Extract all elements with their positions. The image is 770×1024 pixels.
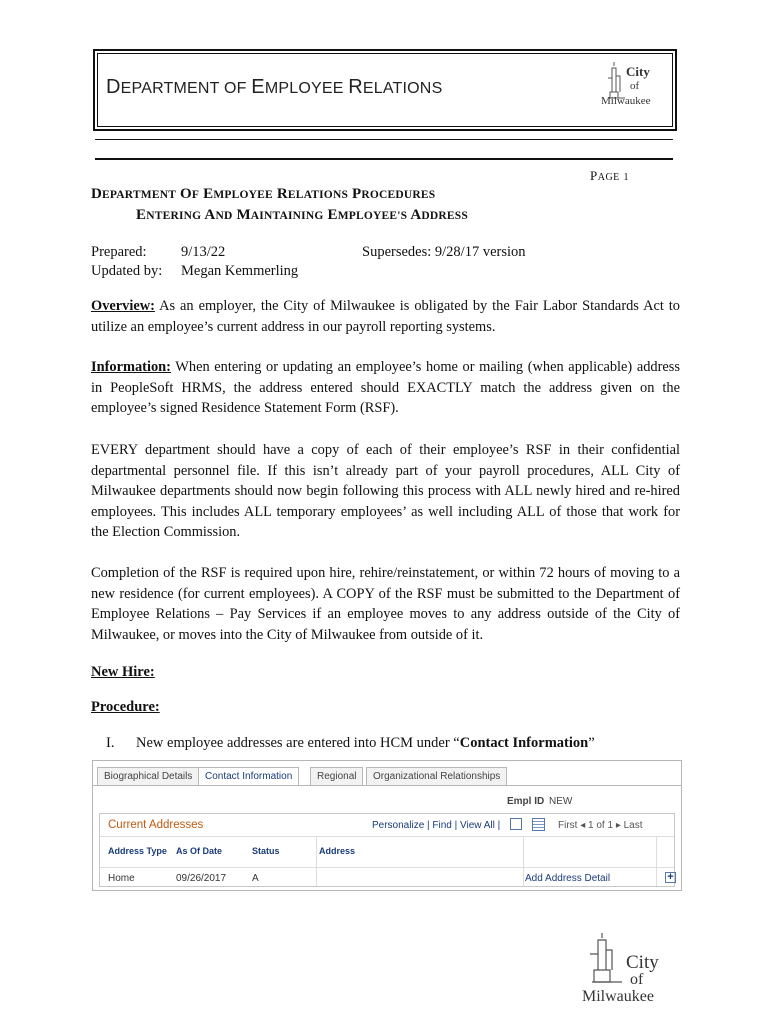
col-address-type: Address Type bbox=[108, 846, 167, 856]
logo-line-milwaukee: Milwaukee bbox=[601, 95, 651, 107]
hcm-screenshot bbox=[92, 760, 682, 891]
add-address-detail-link[interactable]: Add Address Detail bbox=[525, 873, 611, 884]
footer-logo-milwaukee: Milwaukee bbox=[582, 988, 654, 1004]
cell-as-of-date: 09/26/2017 bbox=[176, 873, 227, 884]
col-address: Address bbox=[319, 846, 356, 856]
grid-pagination[interactable]: First ◂ 1 of 1 ▸ Last bbox=[558, 820, 643, 831]
grid-header-bar bbox=[100, 814, 674, 837]
cell-status: A bbox=[252, 873, 259, 884]
procedure-heading: Procedure: bbox=[91, 699, 160, 715]
step-numeral: I. bbox=[106, 735, 115, 751]
current-addresses-title: Current Addresses bbox=[108, 819, 204, 831]
footer-logo-of: of bbox=[630, 971, 644, 988]
step-1-text: New employee addresses are entered into HCM under “Contact Information” bbox=[136, 735, 595, 751]
document-title-line2: ENTERING AND MAINTAINING EMPLOYEE'S ADDRESS bbox=[136, 207, 468, 223]
supersedes-text: Supersedes: 9/28/17 version bbox=[362, 244, 526, 260]
grid-tools-links[interactable]: Personalize | Find | View All | bbox=[372, 820, 501, 831]
col-divider bbox=[523, 836, 524, 886]
empl-id-label: Empl ID bbox=[507, 796, 545, 807]
row-divider bbox=[100, 867, 674, 868]
information-label: Information: bbox=[91, 359, 171, 375]
download-icon[interactable] bbox=[510, 818, 522, 830]
prepared-date: 9/13/22 bbox=[181, 244, 226, 260]
empl-id-value: NEW bbox=[549, 796, 573, 807]
every-department-paragraph: EVERY department should have a copy of each of their employee’s RSF in their confidential departmental personnel file. If this isn’t already part of your payroll procedures, ALL City of Milwaukee departments should now begin following this process with ALL newly hired and re-hired employees. This includes ALL temporary employees’ as well including ALL of those that work for the Election Commission. bbox=[91, 442, 680, 540]
logo-line-city: City bbox=[626, 64, 650, 79]
tab-contact-information[interactable]: Contact Information bbox=[198, 767, 299, 786]
tab-regional[interactable]: Regional bbox=[310, 767, 363, 785]
page-number-label: PAGE 1 bbox=[590, 168, 630, 183]
current-addresses-grid bbox=[99, 813, 675, 887]
department-header-title: DEPARTMENT OF EMPLOYEE RELATIONS bbox=[106, 76, 443, 98]
overview-label: Overview: bbox=[91, 298, 155, 314]
updated-by-label: Updated by: bbox=[91, 263, 163, 279]
city-logo-icon bbox=[600, 58, 662, 110]
cell-address-type: Home bbox=[108, 873, 135, 884]
col-divider bbox=[316, 836, 317, 886]
information-paragraph: Information: When entering or updating an employee’s home or mailing (when applicable) address in PeopleSoft HRMS, the address entered should EXACTLY match the address given on the employee’s signed Residence Statement Form (RSF). bbox=[91, 359, 680, 416]
document-title-line1: DEPARTMENT OF EMPLOYEE RELATIONS PROCEDURES bbox=[91, 186, 436, 202]
grid-view-icon[interactable] bbox=[532, 818, 545, 831]
updated-by-name: Megan Kemmerling bbox=[181, 263, 299, 279]
footer-logo-city: City bbox=[626, 952, 659, 973]
logo-line-of: of bbox=[630, 80, 640, 92]
add-row-icon[interactable]: + bbox=[665, 872, 676, 883]
new-hire-heading: New Hire: bbox=[91, 664, 155, 680]
divider-thick bbox=[95, 158, 673, 160]
col-status: Status bbox=[252, 846, 280, 856]
col-divider bbox=[656, 836, 657, 886]
city-logo-footer-icon bbox=[580, 932, 664, 1004]
tab-organizational-relationships[interactable]: Organizational Relationships bbox=[366, 767, 507, 785]
tab-biographical-details[interactable]: Biographical Details bbox=[97, 767, 199, 785]
divider-thin bbox=[95, 139, 673, 140]
completion-paragraph: Completion of the RSF is required upon hire, rehire/reinstatement, or within 72 hours of moving to a new residence (for current employees). A COPY of the RSF must be submitted to the Department of Employee Relations – Pay Services if an employee moves to any address outside of the City of Milwaukee, or moves into the City of Milwaukee from outside of it. bbox=[91, 565, 680, 643]
overview-paragraph: Overview: As an employer, the City of Milwaukee is obligated by the Fair Labor Standards Act to utilize an employee’s current address in our payroll reporting systems. bbox=[91, 298, 680, 335]
prepared-label: Prepared: bbox=[91, 244, 147, 260]
tab-underline bbox=[93, 785, 681, 786]
col-as-of-date: As Of Date bbox=[176, 846, 223, 856]
